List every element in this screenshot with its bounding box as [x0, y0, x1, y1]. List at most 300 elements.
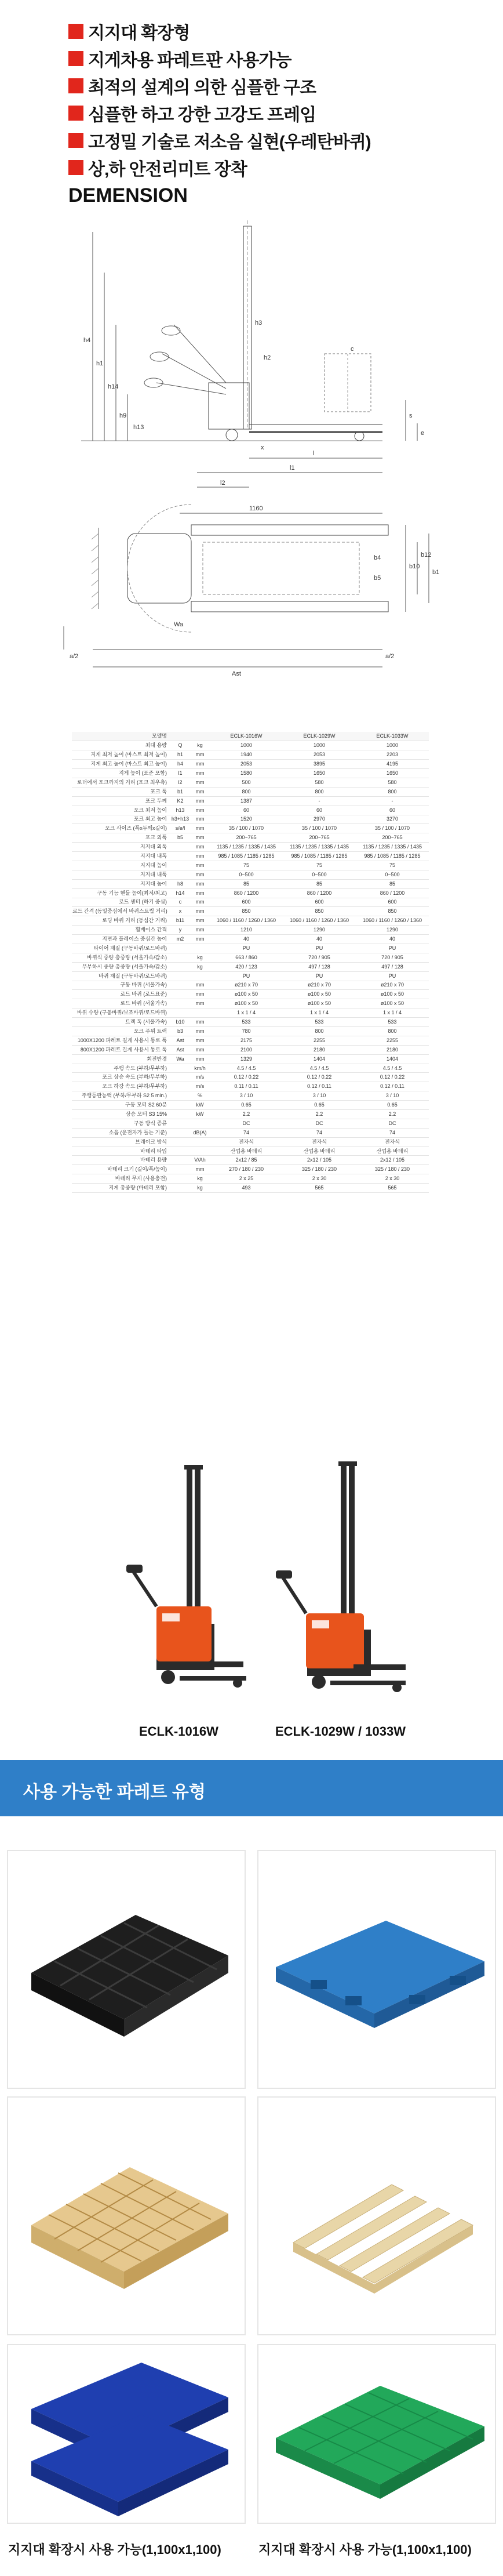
spec-unit: [170, 1128, 190, 1137]
spec-unit: [170, 843, 190, 852]
spec-value: 200~765: [283, 833, 356, 843]
spec-unit: mm: [190, 907, 210, 916]
spec-value: 565: [356, 1184, 429, 1193]
spec-unit: mm: [190, 1165, 210, 1174]
pallet-green-image: [258, 2345, 495, 2523]
label-h14: h14: [108, 383, 119, 390]
spec-unit: [170, 1110, 190, 1119]
spec-label: 바테리 무게 (사용충전): [72, 1174, 170, 1184]
spec-label: 트랙 폭 (서울가속): [72, 1018, 170, 1027]
spec-value: 2053: [283, 750, 356, 760]
spec-row: [72, 971, 429, 981]
spec-unit: mm: [190, 769, 210, 778]
label-l2: l2: [220, 480, 225, 487]
spec-value: 1404: [283, 1054, 356, 1064]
spec-row: [72, 898, 429, 907]
spec-value: 35 / 100 / 1070: [283, 824, 356, 833]
spec-unit: mm: [190, 981, 210, 990]
spec-value: 1580: [210, 769, 283, 778]
spec-value: ø210 x 70: [283, 981, 356, 990]
spec-value: 325 / 180 / 230: [356, 1165, 429, 1174]
spec-value: 800: [283, 1027, 356, 1036]
spec-value: 산업용 바테리: [283, 1146, 356, 1156]
spec-row: [72, 916, 429, 926]
spec-value: 1 x 1 / 4: [283, 1008, 356, 1018]
spec-value: 580: [283, 778, 356, 787]
spec-value: 1650: [283, 769, 356, 778]
label-ast: Ast: [232, 670, 241, 677]
spec-value: 1000: [210, 741, 283, 750]
spec-value: 60: [283, 806, 356, 815]
product-image-eclk-1029w-1033w: [272, 1461, 411, 1705]
spec-value: 85: [210, 879, 283, 888]
spec-row: [72, 1101, 429, 1110]
spec-unit: m/s: [190, 1073, 210, 1082]
spec-value: 420 / 123: [210, 962, 283, 971]
spec-row: [72, 1036, 429, 1045]
spec-label: 지면과 플레이스 중심간 높이: [72, 935, 170, 944]
spec-value: ø100 x 50: [356, 990, 429, 999]
spec-row: [72, 1156, 429, 1165]
spec-row: [72, 1110, 429, 1119]
spec-value: 0~500: [210, 870, 283, 879]
spec-value: 1387: [210, 796, 283, 806]
spec-value: 2x12 / 85: [210, 1156, 283, 1165]
spec-unit: mm: [190, 888, 210, 898]
spec-unit: [170, 1101, 190, 1110]
spec-label: 포크 상승 속도 (부하/무부하): [72, 1073, 170, 1082]
spec-value: 4.5 / 4.5: [210, 1064, 283, 1073]
spec-label: 포크 두께: [72, 796, 170, 806]
spec-value: 2 x 30: [356, 1174, 429, 1184]
spec-value: 2180: [356, 1045, 429, 1054]
spec-label: 로드 바퀴 (로드표준): [72, 990, 170, 999]
feature-text: 고정밀 기술로 저소음 실현(우레탄바퀴): [88, 132, 371, 152]
label-b1: b1: [432, 569, 440, 576]
spec-value: 0.12 / 0.11: [356, 1082, 429, 1091]
spec-value: 2255: [356, 1036, 429, 1045]
spec-value: 0.12 / 0.22: [356, 1073, 429, 1082]
spec-unit: [170, 1082, 190, 1091]
spec-value: 985 / 1085 / 1185 / 1285: [356, 852, 429, 861]
spec-value: DC: [283, 1119, 356, 1128]
spec-value: 580: [356, 778, 429, 787]
spec-value: 533: [356, 1018, 429, 1027]
spec-value: 780: [210, 1027, 283, 1036]
spec-label: 최대 용량: [72, 741, 170, 750]
spec-label: 지게 총중량 (바테리 포함): [72, 1184, 170, 1193]
spec-row: [72, 1119, 429, 1128]
feature-text: 심플한 하고 강한 고강도 프레임: [88, 105, 316, 125]
spec-label: 로드 간격 (동일중심에서 바퀴스트립 거리): [72, 907, 170, 916]
pallet-card-green: [257, 2344, 496, 2524]
spec-unit: km/h: [190, 1064, 210, 1073]
spec-value: DC: [356, 1119, 429, 1128]
spec-value: 565: [283, 1184, 356, 1193]
spec-label: 지지대 외폭: [72, 843, 170, 852]
bullet-square-icon: [68, 24, 83, 39]
spec-row: [72, 750, 429, 760]
spec-unit: mm: [190, 843, 210, 852]
spec-label: 구동 기능 핸들 높이(최저/최고): [72, 888, 170, 898]
spec-row: [72, 1073, 429, 1082]
label-h4: h4: [83, 337, 91, 344]
spec-value: 533: [283, 1018, 356, 1027]
spec-unit: [190, 1119, 210, 1128]
spec-label: 소음 (운전자가 들는 기준): [72, 1128, 170, 1137]
label-b10: b10: [409, 563, 420, 570]
spec-value: 985 / 1085 / 1185 / 1285: [210, 852, 283, 861]
spec-value: -: [283, 796, 356, 806]
spec-value: 산업용 바테리: [210, 1146, 283, 1156]
spec-unit: [170, 944, 190, 953]
label-b4: b4: [374, 554, 381, 561]
spec-label: 포크 최저 높이: [72, 806, 170, 815]
spec-value: 860 / 1200: [210, 888, 283, 898]
spec-value: 40: [356, 935, 429, 944]
bullet-square-icon: [68, 51, 83, 66]
feature-item: [68, 17, 474, 45]
spec-header-row: [72, 732, 429, 741]
spec-unit: l1: [170, 769, 190, 778]
spec-unit: b10: [170, 1018, 190, 1027]
spec-unit: kg: [190, 1174, 210, 1184]
spec-unit: mm: [190, 833, 210, 843]
product-image-eclk-1016w: [122, 1461, 249, 1705]
spec-value: 85: [283, 879, 356, 888]
spec-value: 3 / 10: [283, 1091, 356, 1101]
spec-value: 2203: [356, 750, 429, 760]
spec-unit: h4: [170, 760, 190, 769]
spec-value: ø100 x 50: [210, 990, 283, 999]
spec-value: 2255: [283, 1036, 356, 1045]
spec-row: [72, 1027, 429, 1036]
spec-value: 1000: [283, 741, 356, 750]
spec-header-cell: [170, 732, 190, 741]
side-view: [81, 220, 424, 487]
spec-label: 로드 센터 (하기 중심): [72, 898, 170, 907]
spec-label: 바테리 크기 (길이/폭/높이): [72, 1165, 170, 1174]
spec-label: 로딩 바퀴 거리 (동심간 거리): [72, 916, 170, 926]
spec-unit: y: [170, 926, 190, 935]
spec-row: [72, 935, 429, 944]
spec-unit: [170, 1008, 190, 1018]
spec-label: 바테리 타입: [72, 1146, 170, 1156]
spec-value: 0.11 / 0.11: [210, 1082, 283, 1091]
spec-value: 663 / 860: [210, 953, 283, 962]
label-a2-right: a/2: [385, 653, 395, 660]
spec-value: PU: [356, 971, 429, 981]
spec-value: ø100 x 50: [210, 999, 283, 1008]
spec-label: 구동 모터 S2 60분: [72, 1101, 170, 1110]
spec-value: 1135 / 1235 / 1335 / 1435: [283, 843, 356, 852]
spec-value: 75: [356, 861, 429, 870]
feature-item: [68, 45, 474, 72]
spec-unit: Ast: [170, 1036, 190, 1045]
spec-value: 2.2: [210, 1110, 283, 1119]
top-view: [64, 505, 439, 677]
spec-unit: mm: [190, 778, 210, 787]
spec-unit: [170, 1137, 190, 1146]
spec-value: 74: [356, 1128, 429, 1137]
spec-label: 브레이크 방식: [72, 1137, 170, 1146]
label-b12: b12: [421, 552, 432, 558]
spec-row: [72, 907, 429, 916]
feature-text: 최적의 설계의 의한 심플한 구조: [88, 78, 316, 97]
spec-row: [72, 1146, 429, 1156]
label-h13: h13: [133, 424, 144, 431]
spec-unit: mm: [190, 1045, 210, 1054]
spec-value: 60: [356, 806, 429, 815]
label-h1: h1: [96, 360, 104, 367]
spec-unit: l2: [170, 778, 190, 787]
spec-label: 지지대 내폭: [72, 852, 170, 861]
spec-value: 600: [283, 898, 356, 907]
spec-row: [72, 833, 429, 843]
spec-value: DC: [210, 1119, 283, 1128]
spec-row: [72, 1064, 429, 1073]
spec-value: 2 x 25: [210, 1174, 283, 1184]
spec-label: 지지대 높이: [72, 861, 170, 870]
spec-value: PU: [283, 944, 356, 953]
spec-unit: mm: [190, 870, 210, 879]
spec-value: ø210 x 70: [356, 981, 429, 990]
spec-label: 지게 최저 높이 (마스트 최저 높이): [72, 750, 170, 760]
spec-value: 전자식: [356, 1137, 429, 1146]
spec-unit: [170, 1156, 190, 1165]
label-c: c: [351, 346, 354, 353]
spec-unit: V/Ah: [190, 1156, 210, 1165]
label-e: e: [421, 430, 425, 437]
pallet-card-blue: [257, 1850, 496, 2089]
spec-unit: b11: [170, 916, 190, 926]
spec-value: 860 / 1200: [283, 888, 356, 898]
spec-value: 533: [210, 1018, 283, 1027]
spec-value: 2 x 30: [283, 1174, 356, 1184]
pallet-blue-image: [258, 1851, 495, 2088]
spec-value: 3270: [356, 815, 429, 824]
spec-row: [72, 1045, 429, 1054]
spec-value: 35 / 100 / 1070: [210, 824, 283, 833]
spec-unit: mm: [190, 787, 210, 796]
spec-unit: [170, 1165, 190, 1174]
spec-row: [72, 843, 429, 852]
spec-row: [72, 870, 429, 879]
spec-value: 0.12 / 0.11: [283, 1082, 356, 1091]
pallet-section-banner: [0, 1760, 503, 1816]
spec-label: 상승 모터 S3 15%: [72, 1110, 170, 1119]
spec-value: 1404: [356, 1054, 429, 1064]
spec-value: 75: [283, 861, 356, 870]
spec-row: [72, 926, 429, 935]
spec-unit: s/e/l: [170, 824, 190, 833]
spec-header-cell: 모델명: [72, 732, 170, 741]
spec-unit: c: [170, 898, 190, 907]
spec-value: 1290: [283, 926, 356, 935]
spec-unit: [190, 1146, 210, 1156]
label-wa: Wa: [174, 621, 184, 628]
spec-value: 35 / 100 / 1070: [356, 824, 429, 833]
pallet-card-navy: [7, 2344, 246, 2524]
spec-unit: [170, 861, 190, 870]
feature-item: [68, 126, 474, 154]
spec-value: 40: [210, 935, 283, 944]
spec-value: PU: [356, 944, 429, 953]
feature-text: 상,하 안전리미트 장착: [88, 159, 247, 179]
pallet-navy-image: [8, 2345, 245, 2523]
spec-value: 3895: [283, 760, 356, 769]
spec-value: 3 / 10: [356, 1091, 429, 1101]
spec-unit: kW: [190, 1101, 210, 1110]
spec-unit: mm: [190, 898, 210, 907]
spec-value: 75: [210, 861, 283, 870]
spec-value: 85: [356, 879, 429, 888]
product-name-right: ECLK-1029W / 1033W: [275, 1724, 406, 1739]
spec-unit: h8: [170, 879, 190, 888]
spec-value: 0.65: [210, 1101, 283, 1110]
spec-unit: b1: [170, 787, 190, 796]
feature-item: [68, 72, 474, 99]
spec-header-cell: ECLK-1029W: [283, 732, 356, 741]
spec-value: 850: [356, 907, 429, 916]
spec-row: [72, 815, 429, 824]
spec-value: 500: [210, 778, 283, 787]
spec-unit: m2: [170, 935, 190, 944]
spec-row: [72, 1137, 429, 1146]
label-width: 1160: [249, 505, 263, 512]
spec-value: 0.12 / 0.22: [210, 1073, 283, 1082]
spec-label: 주행 속도 (부하/무부하): [72, 1064, 170, 1073]
spec-value: 850: [283, 907, 356, 916]
pallet-caption-left: 지지대 확장시 사용 가능(1,100x1,100): [8, 2542, 221, 2557]
spec-row: [72, 981, 429, 990]
spec-value: 40: [283, 935, 356, 944]
spec-row: [72, 861, 429, 870]
label-l1: l1: [290, 465, 295, 471]
spec-unit: mm: [190, 935, 210, 944]
feature-item: [68, 99, 474, 126]
spec-value: 0~500: [356, 870, 429, 879]
spec-unit: mm: [190, 796, 210, 806]
spec-row: [72, 1174, 429, 1184]
spec-value: 2175: [210, 1036, 283, 1045]
spec-value: 0.65: [283, 1101, 356, 1110]
feature-text: 지지대 확장형: [88, 23, 190, 43]
spec-value: 전자식: [283, 1137, 356, 1146]
spec-label: 바퀴 수량 (구동바퀴/보조바퀴/로드바퀴): [72, 1008, 170, 1018]
spec-value: 1290: [356, 926, 429, 935]
label-h3: h3: [255, 320, 263, 326]
spec-unit: x: [170, 907, 190, 916]
spec-value: 1329: [210, 1054, 283, 1064]
spec-value: 600: [210, 898, 283, 907]
spec-unit: mm: [190, 879, 210, 888]
spec-row: [72, 787, 429, 796]
spec-unit: [170, 962, 190, 971]
bullet-square-icon: [68, 160, 83, 175]
spec-unit: h3+h13: [170, 815, 190, 824]
spec-unit: [170, 870, 190, 879]
spec-value: 2x12 / 105: [356, 1156, 429, 1165]
spec-value: 74: [210, 1128, 283, 1137]
spec-value: 497 / 128: [283, 962, 356, 971]
spec-unit: [170, 971, 190, 981]
spec-row: [72, 1184, 429, 1193]
spec-value: 2x12 / 105: [283, 1156, 356, 1165]
spec-unit: kg: [190, 741, 210, 750]
spec-value: 1000: [356, 741, 429, 750]
feature-list: [68, 17, 474, 181]
label-x: x: [261, 444, 264, 451]
spec-value: -: [356, 796, 429, 806]
spec-label: 구동 방식 종류: [72, 1119, 170, 1128]
spec-row: [72, 741, 429, 750]
bullet-square-icon: [68, 106, 83, 121]
spec-value: 720 / 905: [356, 953, 429, 962]
spec-value: 1940: [210, 750, 283, 760]
spec-unit: Wa: [170, 1054, 190, 1064]
spec-unit: [170, 1091, 190, 1101]
spec-row: [72, 999, 429, 1008]
dimension-drawing: [58, 209, 464, 719]
spec-value: 2180: [283, 1045, 356, 1054]
spec-value: 1650: [356, 769, 429, 778]
spec-unit: mm: [190, 990, 210, 999]
spec-unit: b5: [170, 833, 190, 843]
spec-unit: kg: [190, 962, 210, 971]
spec-unit: mm: [190, 1018, 210, 1027]
spec-unit: mm: [190, 815, 210, 824]
spec-value: 200~765: [210, 833, 283, 843]
pallet-card-wood-slat: [257, 2096, 496, 2335]
pallet-wood-grid-image: [8, 2098, 245, 2334]
spec-unit: mm: [190, 926, 210, 935]
spec-label: 무부하시 중량 총중량 (서울가속/감소): [72, 962, 170, 971]
spec-label: 바퀴 재질 (구동바퀴/로드바퀴): [72, 971, 170, 981]
spec-row: [72, 1082, 429, 1091]
spec-value: ø100 x 50: [356, 999, 429, 1008]
spec-unit: [190, 1008, 210, 1018]
spec-unit: mm: [190, 861, 210, 870]
label-l: l: [313, 450, 315, 457]
spec-value: 1520: [210, 815, 283, 824]
spec-row: [72, 1008, 429, 1018]
spec-row: [72, 879, 429, 888]
spec-value: 270 / 180 / 230: [210, 1165, 283, 1174]
spec-value: PU: [210, 944, 283, 953]
spec-label: 로더에서 포크까지의 거리 (포크 최우측): [72, 778, 170, 787]
label-h2: h2: [264, 354, 271, 361]
spec-value: 800: [356, 787, 429, 796]
spec-value: 493: [210, 1184, 283, 1193]
feature-item: [68, 154, 474, 181]
spec-label: 휠베이스 간격: [72, 926, 170, 935]
spec-unit: [170, 1073, 190, 1082]
spec-value: ø100 x 50: [283, 999, 356, 1008]
spec-label: 포크 사이즈 (폭x두께x길이): [72, 824, 170, 833]
feature-text: 지게차용 파레트판 사용가능: [88, 50, 291, 70]
spec-row: [72, 1128, 429, 1137]
spec-unit: kW: [190, 1110, 210, 1119]
spec-value: 2053: [210, 760, 283, 769]
spec-label: 지지대 높이: [72, 879, 170, 888]
spec-unit: mm: [190, 824, 210, 833]
spec-row: [72, 962, 429, 971]
spec-label: 포크 폭: [72, 787, 170, 796]
spec-label: 지지대 내폭: [72, 870, 170, 879]
spec-value: 4.5 / 4.5: [356, 1064, 429, 1073]
spec-label: 주행등판능력 (부하/무부하 S2 5 min.): [72, 1091, 170, 1101]
